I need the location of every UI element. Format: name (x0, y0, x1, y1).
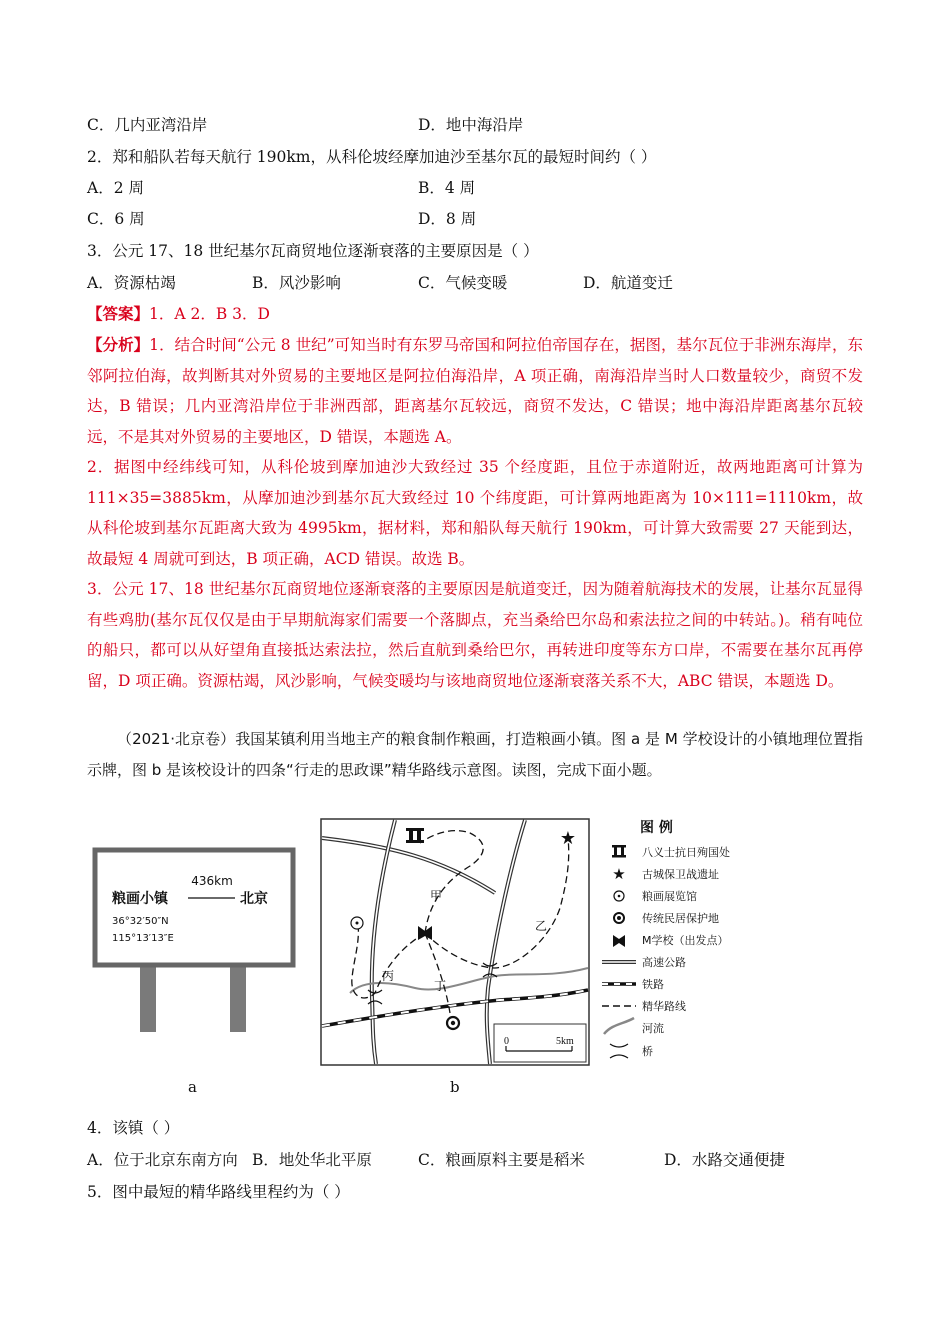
route-label-yi: 乙 (535, 919, 548, 933)
sign-post-right (230, 960, 246, 1032)
exhibition-hall-icon (351, 917, 363, 929)
legend-river-symbol (604, 1018, 634, 1034)
legend-bridge-symbol (610, 1044, 628, 1058)
q4-option-d: D．水路交通便捷 (664, 1151, 785, 1169)
residence-protection-icon (447, 1017, 459, 1029)
scale-five: 5km (556, 1036, 574, 1047)
answer-tag: 【答案】 (87, 304, 150, 323)
legend-item-5: M学校（出发点） (642, 934, 729, 947)
material-intro (87, 724, 863, 786)
q4-stem: 4．该镇（ ） (87, 1119, 180, 1137)
figure-a-caption: a (188, 1078, 197, 1096)
town-label: 粮画小镇 (112, 891, 168, 907)
legend-residence-icon (614, 913, 624, 923)
q5-stem: 5．图中最短的精华路线里程约为（ ） (87, 1183, 350, 1201)
figure-a-signboard (90, 845, 300, 1035)
q4-option-a: A．位于北京东南方向 (87, 1151, 238, 1169)
q4-option-b: B．地处华北平原 (252, 1151, 372, 1169)
legend-item-10: 桥 (642, 1045, 653, 1058)
figure-b-legend (600, 818, 770, 1068)
answer-text: 1．A 2．B 3．D (149, 305, 270, 323)
q2-option-b: B．4 周 (418, 179, 476, 197)
material-text: 我国某镇利用当地主产的粮食制作粮画，打造粮画小镇。图 a 是 M 学校设计的小镇地理位置指示牌，图 b 是该校设计的四条“行走的思政课”精华路线示意图。读图，完成下面小题。 (87, 730, 863, 779)
legend-school-icon (613, 935, 625, 947)
q3-stem: 3．公元 17、18 世纪基尔瓦商贸地位逐渐衰落的主要原因是（ ） (87, 242, 539, 260)
figure-b-caption: b (450, 1078, 460, 1096)
q4-option-c: C．粮画原料主要是稻米 (418, 1151, 585, 1169)
q1-option-d: D．地中海沿岸 (418, 116, 524, 134)
legend-exhibition-hall-icon (614, 891, 624, 901)
analysis-tag: 【分析】 (87, 335, 150, 354)
q2-option-a: A．2 周 (87, 179, 144, 197)
analysis-paragraph-1 (87, 330, 863, 452)
q3-option-a: A．资源枯竭 (87, 274, 176, 292)
q2-option-c: C．6 周 (87, 210, 145, 228)
material-source: （2021·北京卷） (117, 730, 236, 748)
legend-memorial-icon (612, 845, 626, 858)
legend-item-3: 粮画展览馆 (642, 890, 697, 903)
legend-item-6: 高速公路 (642, 956, 686, 969)
legend-item-9: 河流 (642, 1022, 664, 1035)
analysis-paragraph-2: 2．据图中经纬线可知，从科伦坡到摩加迪沙大致经过 35 个经度距，且位于赤道附近，故两地距离可计算为 111×35=3885km，从摩加迪沙到基尔瓦大致经过 10 个纬度距，可计算两地距离为 10×111=1110km，故从科伦坡到基尔瓦距离大致为 4995km，据材料，郑和船队每天航行 190km，可计算大致需要 27 天能到达，故最短 4 周就可到达，B 项正确，ACD 错误。故选 B。 (87, 458, 863, 568)
distance-label: 436km (191, 874, 233, 888)
scale-zero: 0 (504, 1036, 509, 1047)
legend-item-7: 铁路 (642, 978, 664, 991)
analysis-p1-text: 1．结合时间“公元 8 世纪”可知当时有东罗马帝国和阿拉伯帝国存在，据图，基尔瓦位于非洲东海岸，东邻阿拉伯海，故判断其对外贸易的主要地区是阿拉伯海沿岸，A 项正确，南海沿岸当时人口数量较少，商贸不发达，B 错误；几内亚湾沿岸位于非洲西部，距离基尔瓦较远，商贸不发达，C 错误；地中海沿岸距离基尔瓦较远，不是其对外贸易的主要地区，D 错误，本题选 A。 (87, 336, 863, 446)
legend-item-1: 八义士抗日殉国处 (642, 846, 730, 859)
longitude-label: 115°13′13″E (112, 933, 174, 944)
legend-title: 图 例 (640, 820, 673, 836)
q3-option-c: C．气候变暖 (418, 274, 508, 292)
q3-option-b: B．风沙影响 (252, 274, 341, 292)
latitude-label: 36°32′50″N (112, 916, 169, 927)
legend-item-4: 传统民居保护地 (642, 912, 719, 925)
sign-post-left (140, 960, 156, 1032)
figure-b-map (320, 818, 590, 1066)
q2-stem: 2．郑和船队若每天航行 190km，从科伦坡经摩加迪沙至基尔瓦的最短时间约（ ） (87, 148, 657, 166)
legend-star-icon: ★ (612, 865, 626, 883)
analysis-paragraph-3: 3．公元 17、18 世纪基尔瓦商贸地位逐渐衰落的主要原因是航道变迁，因为随着航海技术的发展，让基尔瓦显得有些鸡肋(基尔瓦仅仅是由于早期航海家们需要一个落脚点，充当桑给巴尔岛和索法拉之间的中转站。)。稍有吨位的船只，都可以从好望角直接抵达索法拉，然后直航到桑给巴尔，再转进印度等东方口岸，不需要在基尔瓦再停留，D 项正确。资源枯竭，风沙影响，气候变暖均与该地商贸地位逐渐衰落关系不大，ABC 错误，本题选 D。 (87, 580, 863, 690)
route-label-jia: 甲 (430, 889, 443, 903)
route-label-ding: 丁 (434, 979, 447, 993)
legend-item-8: 精华路线 (642, 1000, 686, 1013)
q3-option-d: D．航道变迁 (583, 274, 673, 292)
q2-option-d: D．8 周 (418, 210, 477, 228)
q1-option-c: C．几内亚湾沿岸 (87, 116, 208, 134)
legend-item-2: 古城保卫战遗址 (642, 868, 719, 881)
route-label-bing: 丙 (382, 969, 395, 983)
sign-board (95, 850, 293, 965)
answer-line (87, 303, 270, 325)
beijing-label: 北京 (240, 891, 268, 907)
battle-site-star-icon: ★ (559, 828, 577, 849)
